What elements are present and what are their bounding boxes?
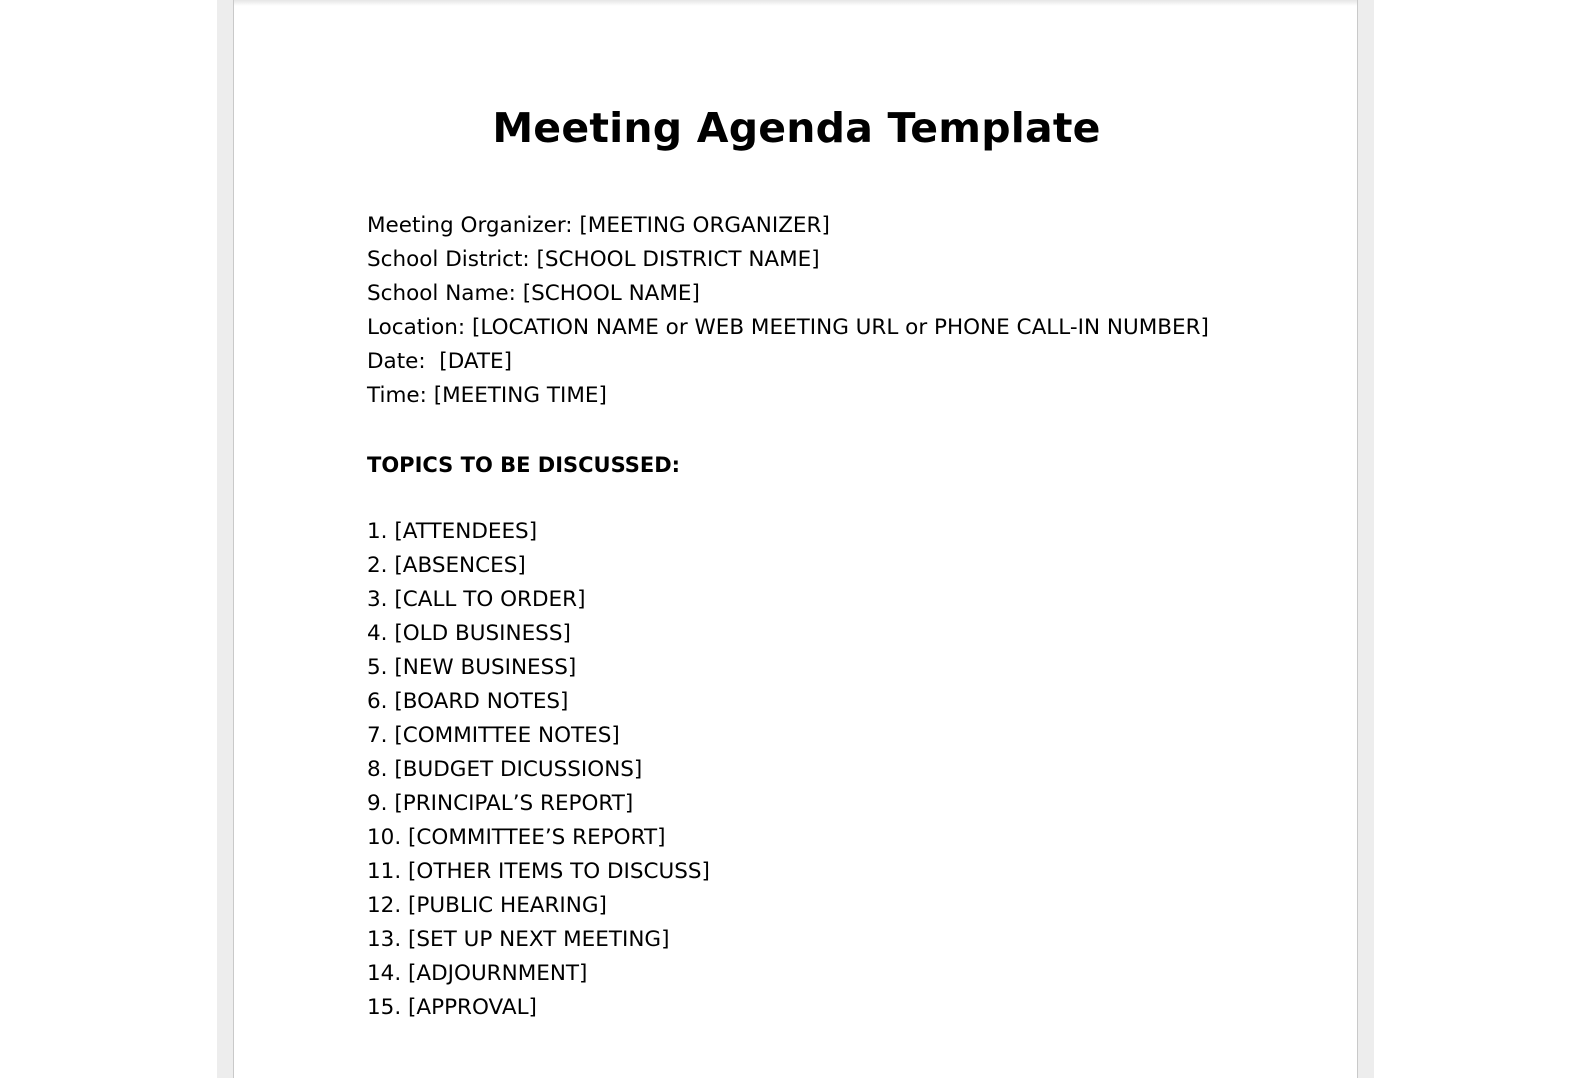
topic-item: 2. [ABSENCES] (367, 553, 526, 578)
topic-item: 1. [ATTENDEES] (367, 519, 538, 544)
page-top-shadow (234, 0, 1357, 6)
topic-item: 15. [APPROVAL] (367, 995, 537, 1020)
topic-item: 3. [CALL TO ORDER] (367, 587, 586, 612)
detail-date: Date: [DATE] (367, 349, 513, 374)
detail-organizer: Meeting Organizer: [MEETING ORGANIZER] (367, 213, 830, 238)
document-title: Meeting Agenda Template (492, 104, 1101, 152)
topic-item: 13. [SET UP NEXT MEETING] (367, 927, 670, 952)
topic-item: 9. [PRINCIPAL’S REPORT] (367, 791, 634, 816)
topic-item: 11. [OTHER ITEMS TO DISCUSS] (367, 859, 710, 884)
topic-item: 12. [PUBLIC HEARING] (367, 893, 607, 918)
topic-item: 4. [OLD BUSINESS] (367, 621, 571, 646)
topic-item: 7. [COMMITTEE NOTES] (367, 723, 620, 748)
document-page[interactable] (233, 0, 1358, 1078)
detail-school-name: School Name: [SCHOOL NAME] (367, 281, 700, 306)
topic-item: 10. [COMMITTEE’S REPORT] (367, 825, 666, 850)
topic-item: 8. [BUDGET DICUSSIONS] (367, 757, 643, 782)
detail-location: Location: [LOCATION NAME or WEB MEETING URL or PHONE CALL-IN NUMBER] (367, 315, 1209, 340)
detail-time: Time: [MEETING TIME] (367, 383, 607, 408)
topic-item: 6. [BOARD NOTES] (367, 689, 569, 714)
topic-item: 14. [ADJOURNMENT] (367, 961, 588, 986)
topics-heading: TOPICS TO BE DISCUSSED: (367, 453, 681, 477)
detail-school-district: School District: [SCHOOL DISTRICT NAME] (367, 247, 820, 272)
meeting-details (367, 209, 1209, 413)
topics-list (367, 515, 710, 1025)
topic-item: 5. [NEW BUSINESS] (367, 655, 577, 680)
